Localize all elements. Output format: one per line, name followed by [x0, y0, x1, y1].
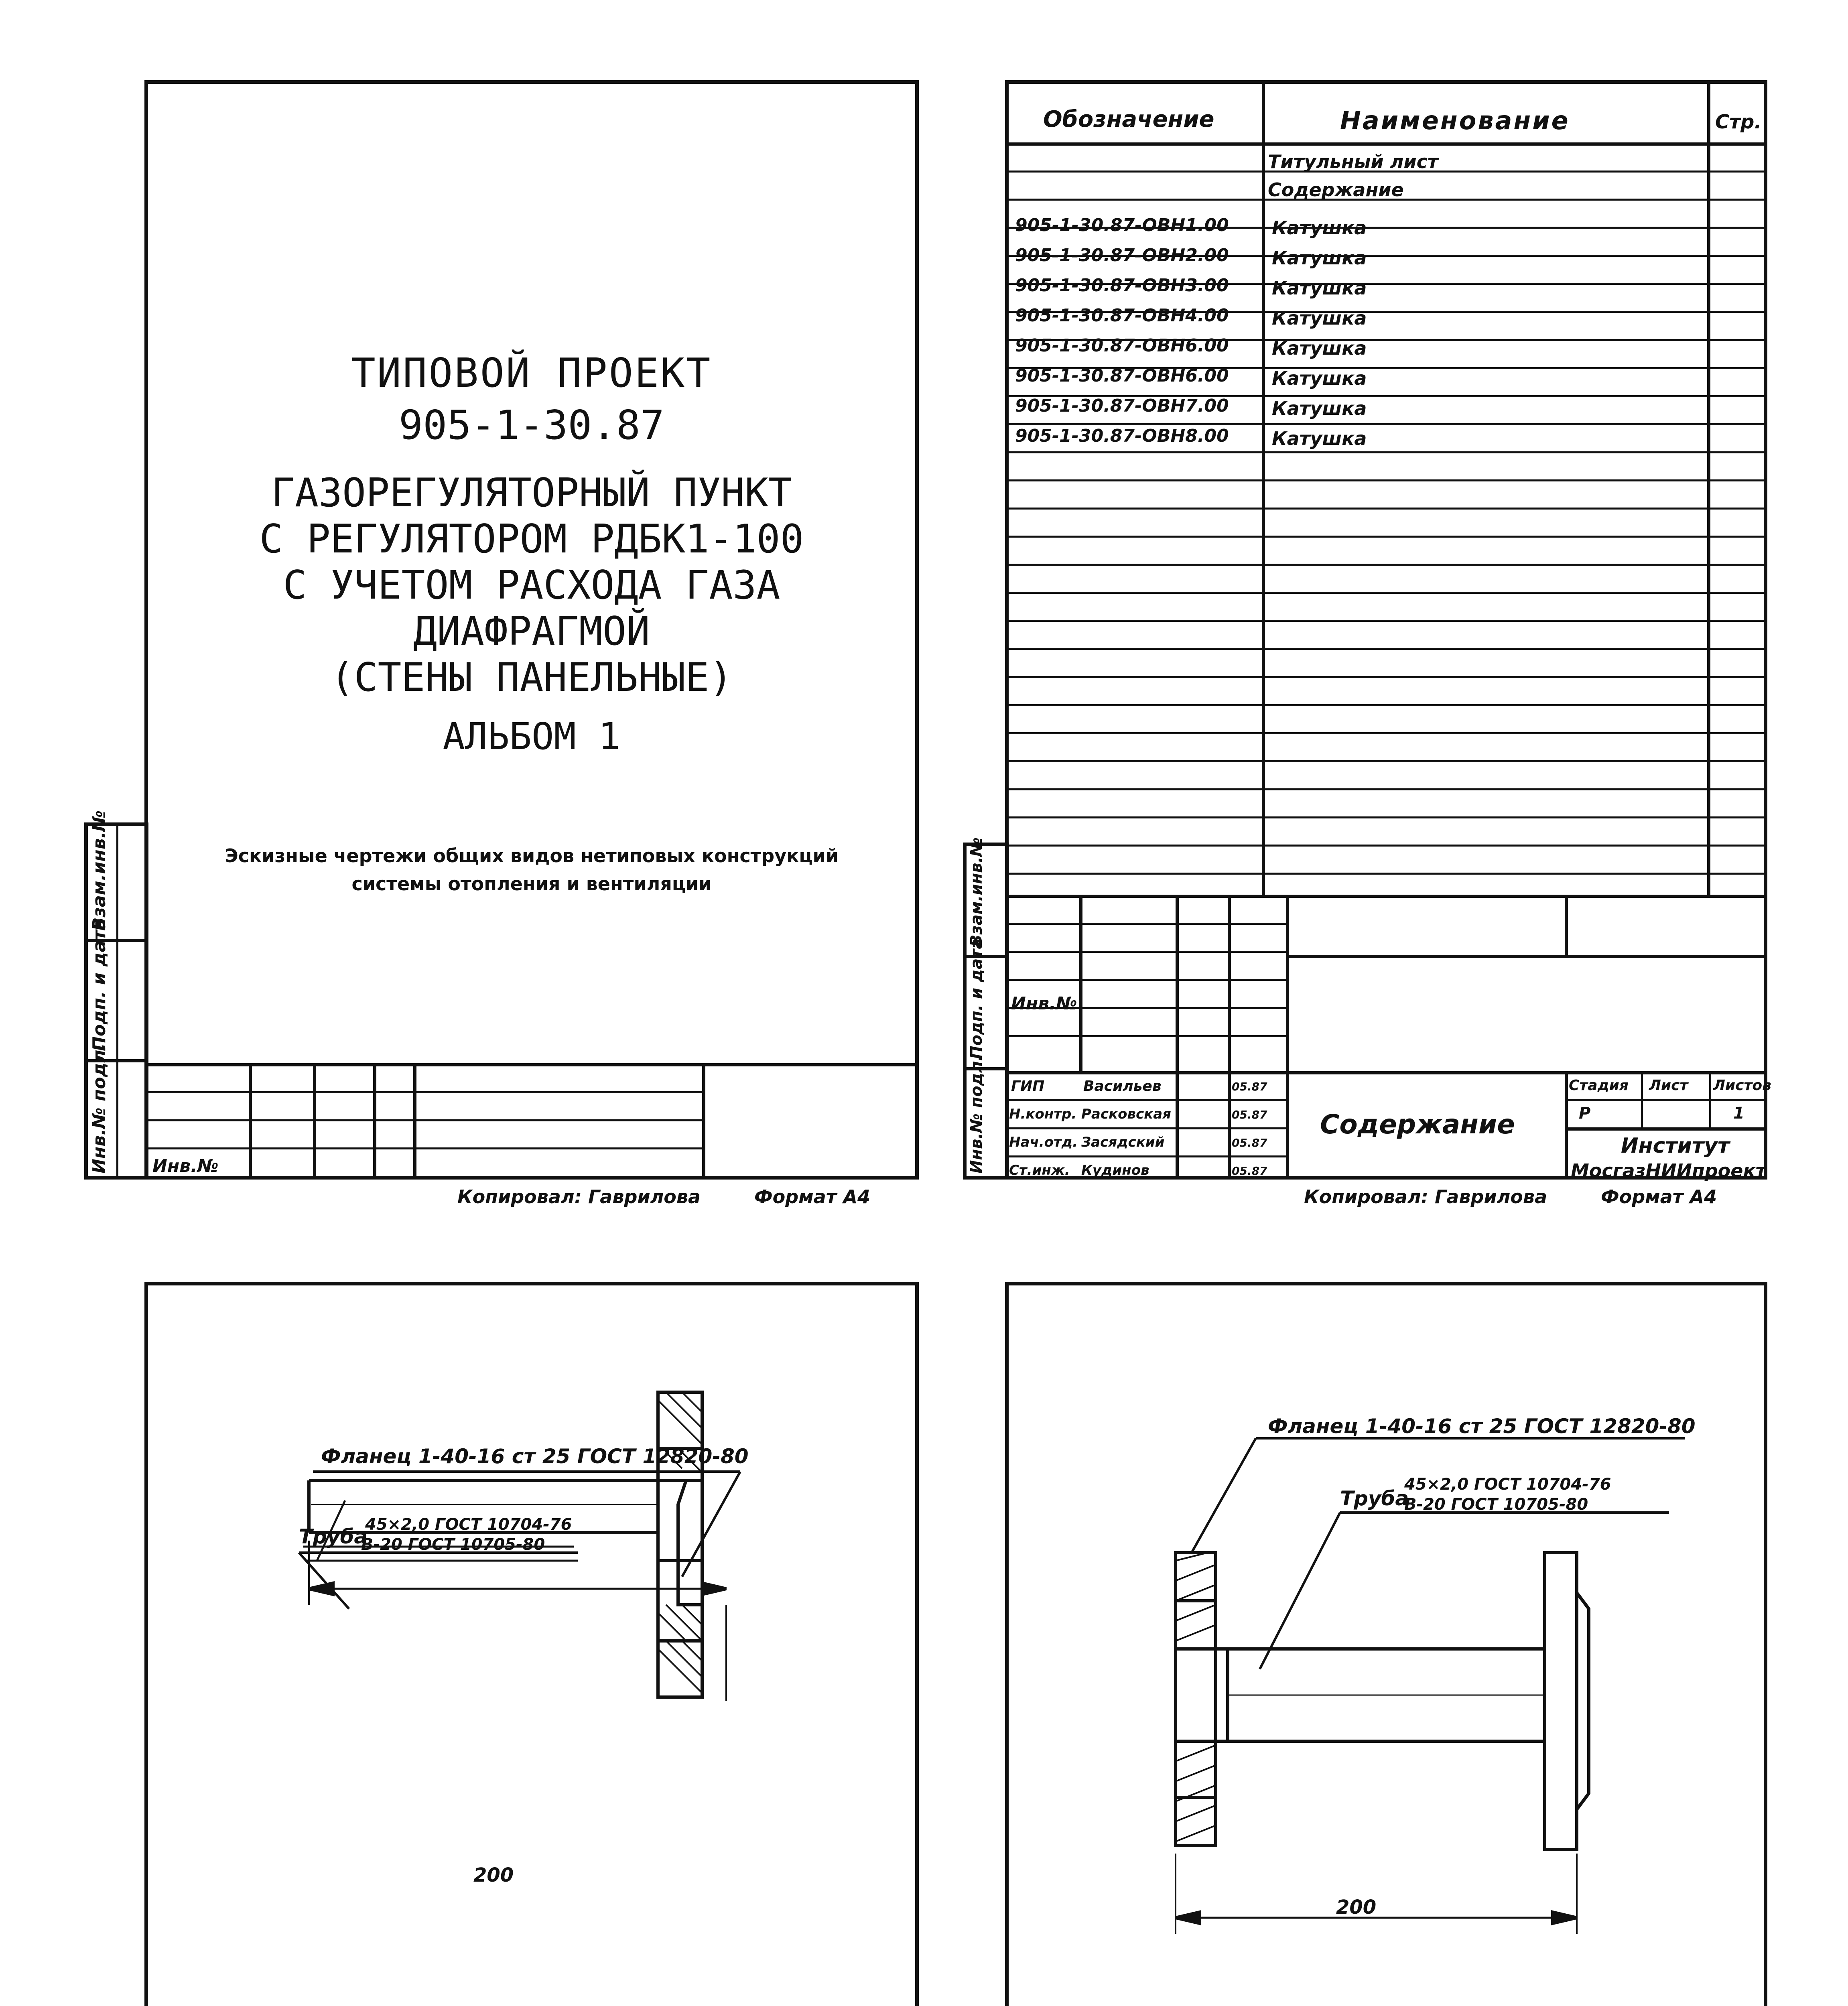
- stamp-role-stinzh: Ст.инж.: [1009, 1162, 1070, 1178]
- contents-format: Формат А4: [1601, 1186, 1717, 1208]
- contents-col-name: Наименование: [1340, 106, 1570, 135]
- stamp-role-gip: ГИП: [1011, 1078, 1045, 1094]
- dwg1-flange-label: Фланец 1-40-16 ст 25 ГОСТ 12820-80: [321, 1445, 749, 1468]
- contents-row-10-code: 905-1-30.87-ОВН8.00: [1015, 426, 1229, 446]
- contents-sheets-value: 1: [1733, 1104, 1744, 1123]
- stamp-date-nachotd: 05.87: [1232, 1136, 1267, 1149]
- margin-label-inv: Инв.№ подл.: [89, 1043, 110, 1174]
- dwg2-dimension: 200: [1336, 1896, 1377, 1919]
- contents-margin-vzam: Взам.инв.№: [967, 837, 986, 947]
- contents-row-8-name: Катушка: [1272, 367, 1367, 389]
- contents-row-5-code: 905-1-30.87-ОВН3.00: [1015, 275, 1229, 296]
- dwg2-pipe-word: Труба: [1340, 1487, 1409, 1510]
- title-line-2: 905-1-30.87: [398, 402, 665, 449]
- title-format: Формат А4: [754, 1186, 871, 1208]
- stamp-date-stinzh: 05.87: [1232, 1164, 1267, 1178]
- dwg2-pipe-spec-b: В-20 ГОСТ 10705-80: [1404, 1495, 1588, 1514]
- contents-margin-podp: Подп. и дата: [967, 938, 986, 1059]
- stamp-role-nachotd: Нач.отд.: [1009, 1134, 1078, 1150]
- contents-row-3-name: Катушка: [1272, 217, 1367, 239]
- contents-sheet-header: Лист: [1649, 1077, 1688, 1094]
- contents-row-7-code: 905-1-30.87-ОВН6.00: [1015, 335, 1229, 356]
- title-copied: Копировал: Гаврилова: [457, 1186, 701, 1208]
- contents-institute-2: МосгазНИИпроект: [1571, 1160, 1767, 1182]
- title-line-6: ДИАФРАГМОЙ: [413, 609, 650, 654]
- dwg1-pipe-spec-a: 45×2,0 ГОСТ 10704-76: [365, 1515, 572, 1534]
- contents-row-8-code: 905-1-30.87-ОВН6.00: [1015, 365, 1229, 386]
- title-inv-label: Инв.№: [152, 1156, 219, 1176]
- stamp-date-nkontr: 05.87: [1232, 1108, 1267, 1121]
- dwg2-pipe-spec-a: 45×2,0 ГОСТ 10704-76: [1404, 1475, 1611, 1494]
- contents-row-5-name: Катушка: [1272, 277, 1367, 299]
- title-line-1: ТИПОВОЙ ПРОЕКТ: [351, 349, 712, 396]
- contents-row-7-name: Катушка: [1272, 337, 1367, 359]
- title-subtitle-1: Эскизные чертежи общих видов нетиповых конструкций: [225, 845, 839, 867]
- contents-row-3-code: 905-1-30.87-ОВН1.00: [1015, 215, 1229, 236]
- title-line-3: ГАЗОРЕГУЛЯТОРНЫЙ ПУНКТ: [271, 470, 792, 516]
- contents-margin-inv: Инв.№ подл.: [967, 1055, 986, 1174]
- contents-col-code: Обозначение: [1043, 106, 1214, 132]
- title-line-5: С УЧЕТОМ РАСХОДА ГАЗА: [283, 562, 780, 608]
- contents-row-2-name: Содержание: [1268, 179, 1404, 201]
- title-subtitle-2: системы отопления и вентиляции: [351, 873, 712, 895]
- contents-row-6-code: 905-1-30.87-ОВН4.00: [1015, 305, 1229, 326]
- contents-row-1-name: Титульный лист: [1268, 151, 1438, 173]
- contents-stage-value: Р: [1579, 1104, 1591, 1123]
- contents-row-4-name: Катушка: [1272, 247, 1367, 269]
- stamp-name-stinzh: Кудинов: [1081, 1162, 1149, 1178]
- stamp-name-gip: Васильев: [1083, 1078, 1162, 1094]
- margin-label-vzam: Взам.инв.№: [89, 810, 110, 931]
- contents-sheet-title: Содержание: [1320, 1109, 1515, 1140]
- contents-copied: Копировал: Гаврилова: [1304, 1186, 1547, 1208]
- stamp-role-nkontr: Н.контр.: [1009, 1106, 1077, 1122]
- contents-row-9-name: Катушка: [1272, 398, 1367, 419]
- dwg2-flange-label: Фланец 1-40-16 ст 25 ГОСТ 12820-80: [1268, 1415, 1696, 1438]
- contents-inv-label: Инв.№: [1011, 993, 1077, 1014]
- album-label: АЛЬБОМ 1: [443, 715, 621, 758]
- title-line-4: С РЕГУЛЯТОРОМ РДБК1-100: [259, 516, 804, 562]
- contents-row-9-code: 905-1-30.87-ОВН7.00: [1015, 396, 1229, 416]
- margin-label-podp: Подп. и дата: [89, 918, 110, 1051]
- contents-sheets-header: Листов: [1713, 1077, 1771, 1094]
- contents-row-4-code: 905-1-30.87-ОВН2.00: [1015, 245, 1229, 266]
- dwg1-pipe-spec-b: В-20 ГОСТ 10705-80: [361, 1535, 545, 1554]
- contents-institute-1: Институт: [1621, 1134, 1730, 1158]
- contents-col-page: Стр.: [1715, 111, 1762, 133]
- contents-row-6-name: Катушка: [1272, 307, 1367, 329]
- stamp-name-nachotd: Засядский: [1081, 1134, 1165, 1150]
- stamp-date-gip: 05.87: [1232, 1080, 1267, 1093]
- dwg1-dimension: 200: [473, 1864, 514, 1886]
- dwg1-pipe-word: Труба: [299, 1525, 368, 1548]
- contents-row-10-name: Катушка: [1272, 428, 1367, 449]
- contents-stage-header: Стадия: [1569, 1077, 1629, 1094]
- title-line-7: (СТЕНЫ ПАНЕЛЬНЫЕ): [330, 655, 733, 700]
- stamp-name-nkontr: Расковская: [1081, 1106, 1171, 1122]
